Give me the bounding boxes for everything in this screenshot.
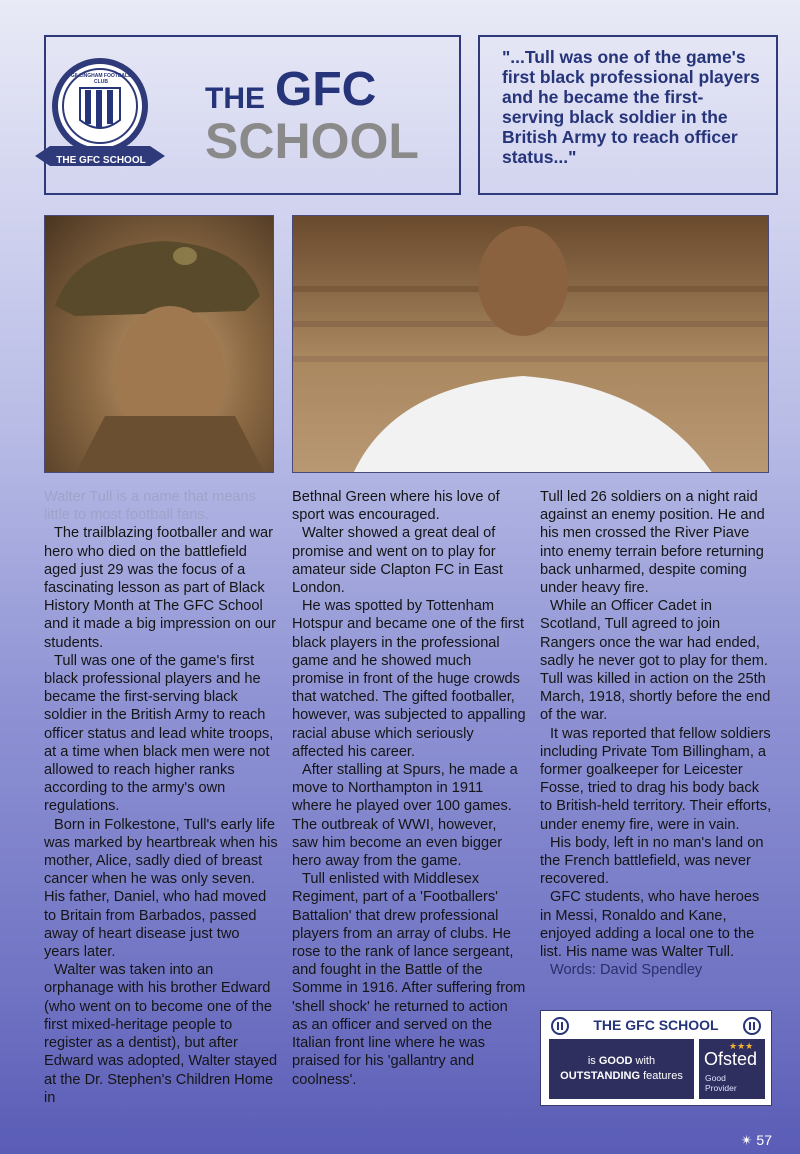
photo-soldier-portrait (44, 215, 274, 473)
article-intro: Walter Tull is a name that means little to most football fans. (44, 489, 256, 524)
rating-outstanding: OUTSTANDING (560, 1070, 641, 1082)
article-column-1 (44, 488, 278, 1108)
article-paragraph: Walter showed a great deal of promise and went on to play for amateur side Clapton FC in East London. (292, 525, 503, 597)
byline: Words: David Spendley (550, 962, 703, 979)
title-the: THE (205, 82, 265, 115)
article-paragraph: He was spotted by Tottenham Hotspur and became one of the first black players in the professional game and he showed much promise in front of the huge crowds that watched. The gifted footballer, however, was subjected to appalling racial abuse which seriously affected his career. (292, 598, 526, 760)
rating-pre: is (587, 1055, 599, 1067)
article-paragraph: It was reported that fellow soldiers including Private Tom Billingham, a former goalkeeper for Leicester Fosse, tried to drag his body back to British-held territory. Their efforts, under enemy fire, were in vain. (540, 725, 772, 833)
article-paragraph: Walter was taken into an orphanage with his brother Edward (who went on to become one of the first mixed-heritage people to register as a dentist), but after Edward was adopted, Walter stayed at the Dr. Stephen's Children Home in (44, 962, 278, 1106)
ofsted-panel (540, 1010, 772, 1106)
ofsted-sub-line1: Good (705, 1073, 726, 1083)
rating-good: GOOD (598, 1055, 633, 1067)
rating-post: features (640, 1070, 683, 1082)
article-paragraph: Tull enlisted with Middlesex Regiment, part of a 'Footballers' Battalion' that drew professional players from an array of clubs. He rose to the rank of lance sergeant, and fought in the Battle of the Somme in 1916. After suffering from 'shell shock' he returned to action as an officer and served on the Italian front line where he was praised for his 'gallantry and coolness'. (292, 871, 526, 1088)
page-number-value: 57 (756, 1132, 772, 1148)
crest-icon (743, 1017, 761, 1035)
article-paragraph: Tull led 26 soldiers on a night raid against an enemy position. He and his men crossed the River Piave into enemy terrain before returning back unharmed, despite coming under heavy fire. (540, 489, 765, 597)
ofsted-panel-title: THE GFC SCHOOL (593, 1017, 719, 1033)
article-paragraph: His body, left in no man's land on the French battlefield, was never recovered. (540, 834, 764, 888)
page-number (741, 1132, 772, 1149)
article-column-2 (292, 488, 526, 1108)
article-paragraph: The trailblazing footballer and war hero who died on the battlefield aged just 29 was the focus of a fascinating lesson as part of Black History Month at The GFC School and it made a big impression on our students. (44, 525, 277, 651)
article-paragraph: Bethnal Green where his love of sport was encouraged. (292, 489, 500, 524)
rating-mid: with (632, 1055, 656, 1067)
ofsted-rating-text (549, 1039, 694, 1099)
pull-quote: "...Tull was one of the game's first black professional players and he became the first-serving black soldier in the British Army to reach officer status..." (478, 35, 778, 195)
article-paragraph: Tull was one of the game's first black professional players and he became the first-serving black soldier in the British Army to reach officer status and lead white troops, at a time when black men were not allowed to reach higher ranks according to the army's own regulations. (44, 652, 274, 815)
article-paragraph: Born in Folkestone, Tull's early life was marked by heartbreak when his mother, Alice, sadly died of breast cancer when he was only seven. His father, Daniel, who had moved to Britain from Barbados, passed away of heart disease just two years later. (44, 816, 278, 961)
page-mark-icon: ✴ (740, 1132, 757, 1148)
title-gfc: GFC (275, 63, 377, 116)
article-paragraph: After stalling at Spurs, he made a move to Northampton in 1911 where he played over 100 games. The outbreak of WWI, however, saw him become an even bigger hero away from the game. (292, 762, 518, 870)
ofsted-logo-block (699, 1039, 765, 1099)
ofsted-logo: Ofsted (704, 1049, 758, 1069)
ofsted-sub (705, 1073, 737, 1093)
ofsted-sub-line2: Provider (705, 1083, 737, 1093)
title-school: SCHOOL (205, 113, 419, 169)
badge-label: THE GFC SCHOOL (56, 155, 146, 166)
article-paragraph: GFC students, who have heroes in Messi, Ronaldo and Kane, enjoyed adding a local one to the list. His name was Walter Tull. (540, 889, 760, 961)
ofsted-stars-icon: ★★★ (729, 1041, 754, 1051)
photo-footballer-portrait (292, 215, 769, 473)
article-paragraph: While an Officer Cadet in Scotland, Tull agreed to join Rangers once the war had ended, sadly he never got to play for them. Tull was killed in action on the 25th March, 1918, shortly before the end of the war. (540, 598, 771, 724)
badge-club-text: GILLINGHAM FOOTBALL CLUB (70, 73, 132, 85)
